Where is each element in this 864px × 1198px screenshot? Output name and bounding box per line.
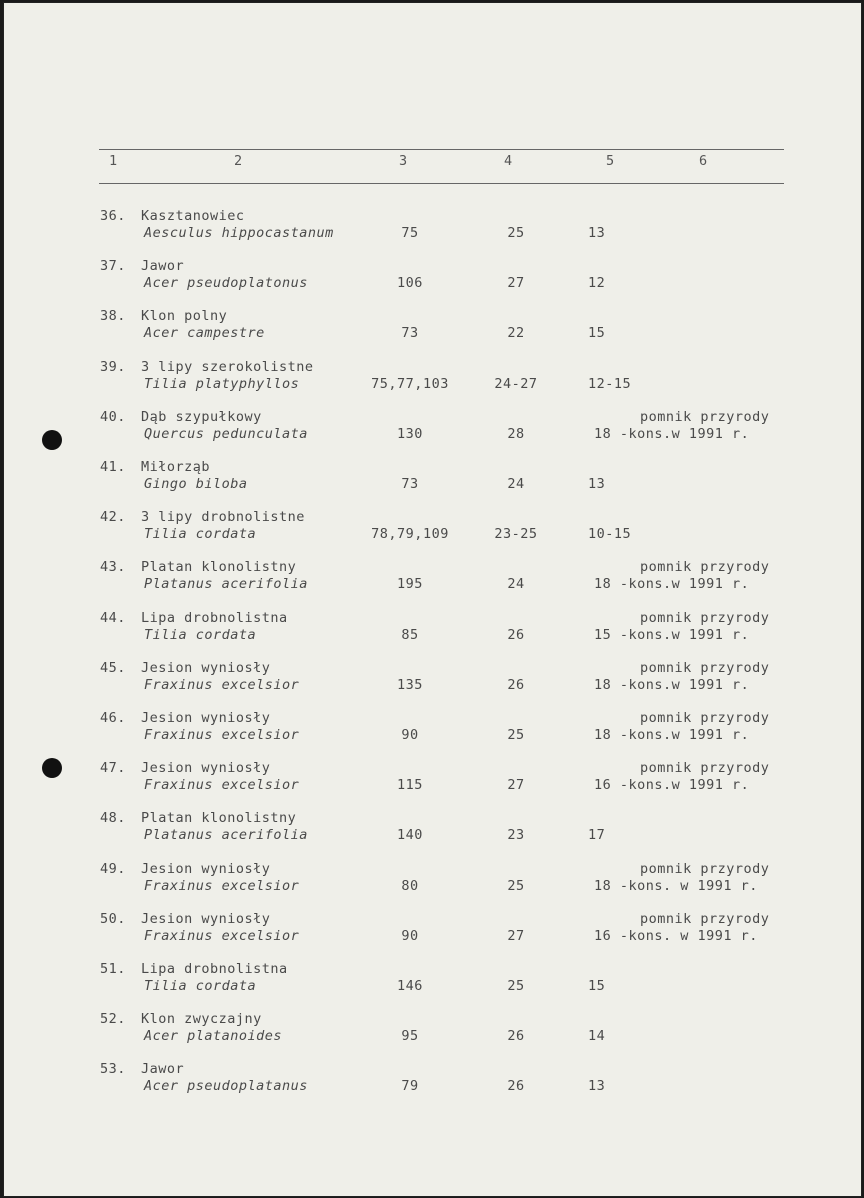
table-row: [4, 810, 861, 858]
col-3-value: 106: [397, 275, 423, 292]
header-col-3: 3: [399, 153, 408, 169]
row-number: 41.: [100, 459, 126, 475]
polish-name: Jesion wyniosły: [141, 710, 271, 726]
table-row: [4, 1061, 861, 1109]
note-line-1: pomnik przyrody: [640, 760, 770, 777]
col-5-value: 15: [588, 978, 606, 994]
latin-name: Fraxinus excelsior: [144, 877, 300, 894]
polish-name: Jawor: [141, 258, 185, 275]
col-3-value: 85: [401, 626, 419, 643]
note-line-2: 15 -kons.w 1991 r.: [594, 626, 750, 643]
table-row: [4, 911, 861, 959]
table-row: [4, 208, 861, 256]
header-col-1: 1: [109, 153, 118, 169]
row-number: 49.: [100, 860, 126, 877]
col-5-value: 13: [588, 476, 606, 492]
col-5-value: 14: [588, 1028, 606, 1045]
col-4-value: 24: [507, 476, 525, 492]
table-row: [4, 710, 861, 758]
col-3-value: 75,77,103: [371, 375, 449, 392]
note-line-1: pomnik przyrody: [640, 710, 770, 726]
polish-name: Lipa drobnolistna: [141, 961, 288, 977]
row-number: 44.: [100, 609, 126, 626]
note-line-1: pomnik przyrody: [640, 659, 770, 676]
note-line-1: pomnik przyrody: [640, 910, 770, 927]
latin-name: Acer platanoides: [144, 1028, 283, 1045]
table-row: [4, 359, 861, 407]
note-line-1: pomnik przyrody: [640, 559, 770, 576]
note-line-2: 18 -kons.w 1991 r.: [594, 425, 750, 442]
col-3-value: 78,79,109: [371, 526, 449, 543]
col-3-value: 195: [397, 576, 423, 593]
table-row: [4, 308, 861, 356]
col-4-value: 25: [507, 978, 525, 994]
document-page: [3, 2, 862, 1197]
note-line-2: 18 -kons.w 1991 r.: [594, 576, 750, 593]
col-4-value: 26: [507, 676, 525, 693]
row-number: 39.: [100, 358, 126, 375]
latin-name: Tilia cordata: [144, 526, 257, 543]
polish-name: Platan klonolistny: [141, 559, 297, 576]
polish-name: Jesion wyniosły: [141, 659, 271, 676]
table-row: [4, 861, 861, 909]
table-row: [4, 409, 861, 457]
col-4-value: 25: [507, 727, 525, 743]
col-3-value: 95: [401, 1028, 419, 1045]
note-line-1: pomnik przyrody: [640, 609, 770, 626]
latin-name: Fraxinus excelsior: [144, 927, 300, 944]
table-row: [4, 1011, 861, 1059]
polish-name: Dąb szypułkowy: [141, 408, 262, 425]
note-line-2: 18 -kons. w 1991 r.: [594, 877, 758, 894]
col-5-value: 12: [588, 275, 606, 292]
row-number: 45.: [100, 659, 126, 676]
col-4-value: 27: [507, 275, 525, 292]
note-line-2: 16 -kons.w 1991 r.: [594, 777, 750, 794]
table-row: [4, 610, 861, 658]
table-row: [4, 660, 861, 708]
table-row: [4, 961, 861, 1009]
row-number: 52.: [100, 1011, 126, 1028]
note-line-1: pomnik przyrody: [640, 408, 770, 425]
col-3-value: 146: [397, 978, 423, 994]
polish-name: Miłorząb: [141, 459, 211, 475]
table-row: [4, 459, 861, 507]
polish-name: Platan klonolistny: [141, 810, 297, 827]
col-5-value: 10-15: [588, 526, 632, 543]
col-3-value: 140: [397, 827, 423, 844]
polish-name: 3 lipy drobnolistne: [141, 509, 305, 526]
row-number: 37.: [100, 258, 126, 275]
col-3-value: 90: [401, 727, 419, 743]
row-number: 46.: [100, 710, 126, 726]
col-3-value: 130: [397, 425, 423, 442]
header-col-6: 6: [699, 153, 708, 169]
col-4-value: 22: [507, 325, 525, 342]
polish-name: 3 lipy szerokolistne: [141, 358, 314, 375]
row-number: 50.: [100, 910, 126, 927]
col-4-value: 26: [507, 1028, 525, 1045]
table-row: [4, 509, 861, 557]
latin-name: Tilia platyphyllos: [144, 375, 300, 392]
latin-name: Fraxinus excelsior: [144, 777, 300, 794]
latin-name: Aesculus hippocastanum: [144, 225, 334, 241]
latin-name: Quercus pedunculata: [144, 425, 308, 442]
col-4-value: 27: [507, 777, 525, 794]
polish-name: Lipa drobnolistna: [141, 609, 288, 626]
col-4-value: 23: [507, 827, 525, 844]
row-number: 47.: [100, 760, 126, 777]
latin-name: Tilia cordata: [144, 626, 257, 643]
latin-name: Platanus acerifolia: [144, 827, 308, 844]
latin-name: Fraxinus excelsior: [144, 676, 300, 693]
latin-name: Platanus acerifolia: [144, 576, 308, 593]
latin-name: Gingo biloba: [144, 476, 248, 492]
col-4-value: 25: [507, 877, 525, 894]
col-5-value: 13: [588, 225, 606, 241]
header-rule-bottom: [99, 183, 784, 184]
row-number: 48.: [100, 810, 126, 827]
col-3-value: 115: [397, 777, 423, 794]
polish-name: Jesion wyniosły: [141, 760, 271, 777]
col-5-value: 15: [588, 325, 606, 342]
header-rule-top: [99, 149, 784, 150]
header-col-2: 2: [234, 153, 243, 169]
col-3-value: 73: [401, 476, 419, 492]
table-row: [4, 559, 861, 607]
col-5-value: 12-15: [588, 375, 632, 392]
latin-name: Tilia cordata: [144, 978, 257, 994]
row-number: 38.: [100, 308, 126, 325]
row-number: 53.: [100, 1061, 126, 1078]
row-number: 40.: [100, 408, 126, 425]
col-3-value: 75: [401, 225, 419, 241]
polish-name: Klon zwyczajny: [141, 1011, 262, 1028]
col-3-value: 79: [401, 1078, 419, 1095]
header-col-5: 5: [606, 153, 615, 169]
col-4-value: 24-27: [494, 375, 538, 392]
col-3-value: 90: [401, 927, 419, 944]
table-row: [4, 760, 861, 808]
col-4-value: 23-25: [494, 526, 538, 543]
row-number: 42.: [100, 509, 126, 526]
note-line-2: 18 -kons.w 1991 r.: [594, 676, 750, 693]
col-4-value: 27: [507, 927, 525, 944]
polish-name: Kasztanowiec: [141, 208, 245, 224]
latin-name: Acer pseudoplatonus: [144, 275, 308, 292]
polish-name: Jesion wyniosły: [141, 860, 271, 877]
col-4-value: 24: [507, 576, 525, 593]
latin-name: Acer campestre: [144, 325, 265, 342]
latin-name: Fraxinus excelsior: [144, 727, 300, 743]
col-3-value: 73: [401, 325, 419, 342]
col-5-value: 17: [588, 827, 606, 844]
row-number: 43.: [100, 559, 126, 576]
header-col-4: 4: [504, 153, 513, 169]
note-line-2: 16 -kons. w 1991 r.: [594, 927, 758, 944]
polish-name: Jawor: [141, 1061, 185, 1078]
col-3-value: 135: [397, 676, 423, 693]
note-line-1: pomnik przyrody: [640, 860, 770, 877]
col-4-value: 28: [507, 425, 525, 442]
polish-name: Klon polny: [141, 308, 228, 325]
row-number: 51.: [100, 961, 126, 977]
latin-name: Acer pseudoplatanus: [144, 1078, 308, 1095]
col-5-value: 13: [588, 1078, 606, 1095]
col-4-value: 26: [507, 1078, 525, 1095]
col-4-value: 26: [507, 626, 525, 643]
col-3-value: 80: [401, 877, 419, 894]
row-number: 36.: [100, 208, 126, 224]
table-row: [4, 258, 861, 306]
note-line-2: 18 -kons.w 1991 r.: [594, 727, 750, 743]
col-4-value: 25: [507, 225, 525, 241]
polish-name: Jesion wyniosły: [141, 910, 271, 927]
